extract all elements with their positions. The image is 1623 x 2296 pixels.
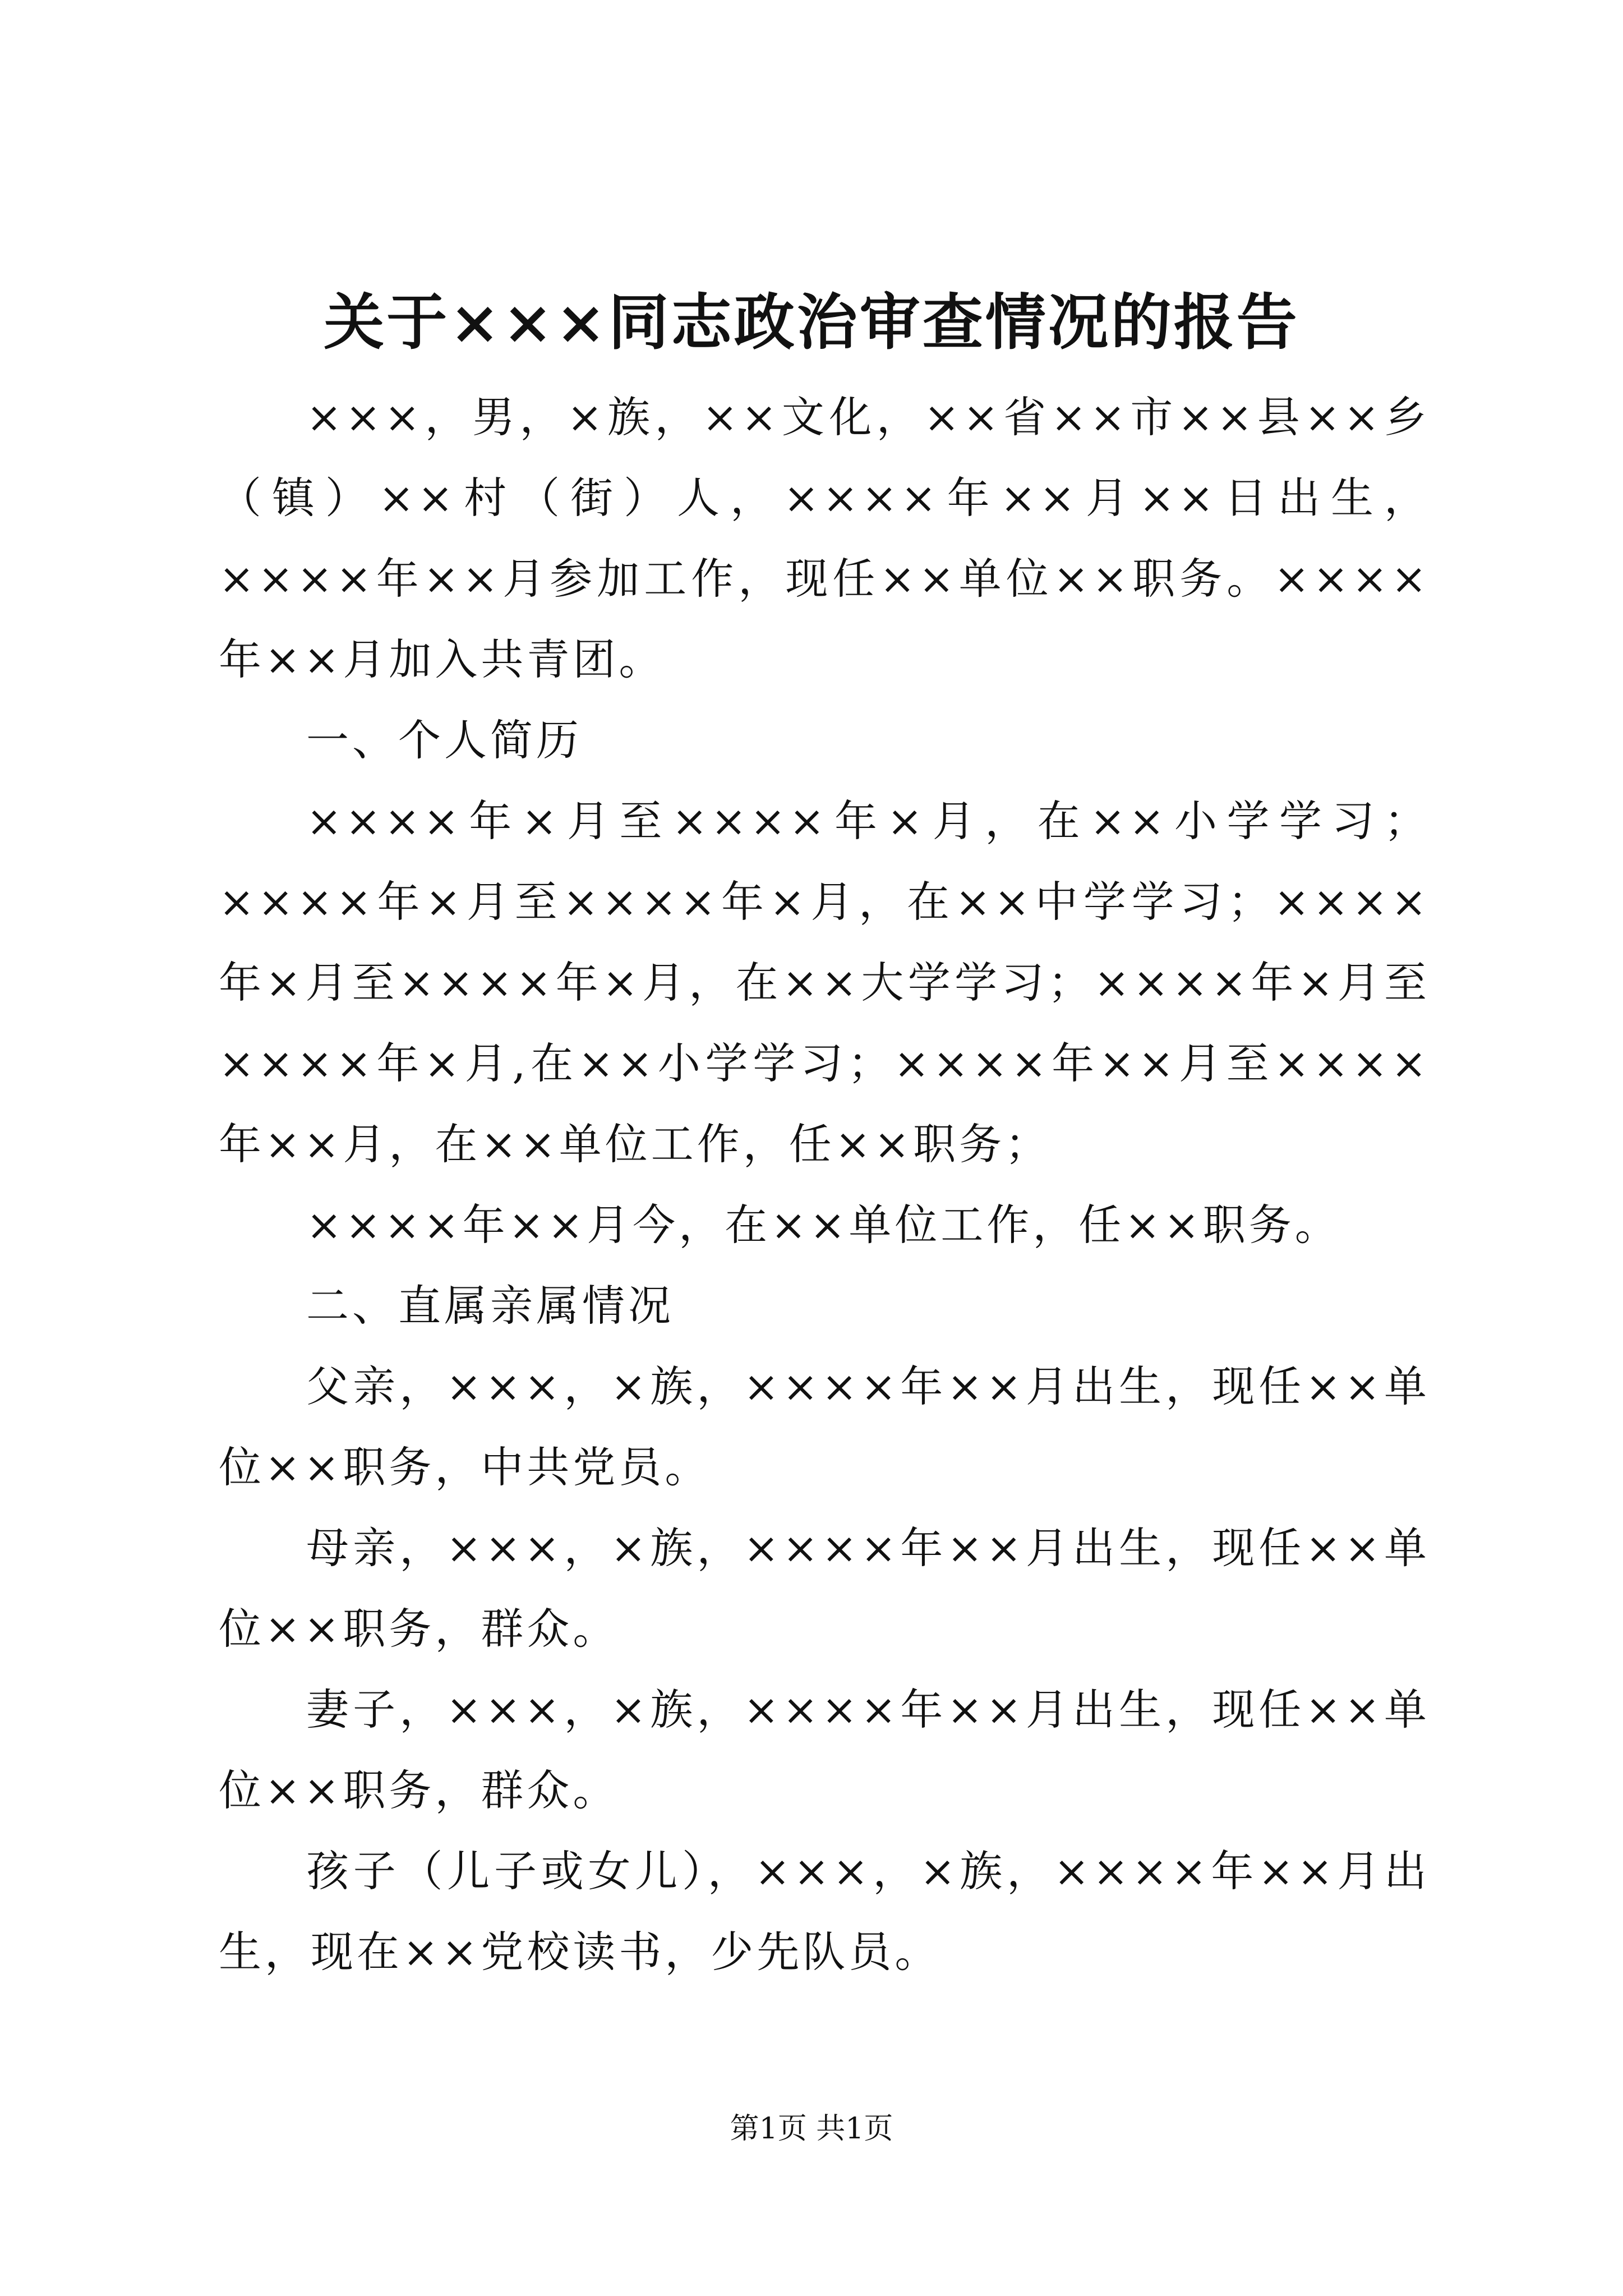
section-heading-relatives: 二、直属亲属情况 <box>306 1281 674 1331</box>
mother-paragraph: 母亲，×××，×族，××××年××月出生，现任××单位××职务，群众。 <box>219 1523 1430 1654</box>
current-position-paragraph: ××××年××月今，在××单位工作，任××职务。 <box>306 1200 1341 1250</box>
wife-paragraph: 妻子，×××，×族，××××年××月出生，现任××单位××职务，群众。 <box>219 1685 1430 1815</box>
document-body <box>219 377 1430 1993</box>
resume-paragraph: ××××年×月至××××年×月，在××小学学习；××××年×月至××××年×月，在××中学学习；××××年×月至××××年×月，在××大学学习；××××年×月至××××年×月,在××小学学习；××××年××月至××××年××月，在××单位工作，任××职务； <box>219 796 1430 1169</box>
section-heading-resume: 一、个人简历 <box>306 715 582 765</box>
document-title: 关于×××同志政治审查情况的报告 <box>324 287 1299 358</box>
intro-paragraph: ×××，男，×族，××文化，××省××市××县××乡（镇）××村（街）人，××××年××月××日出生，××××年××月参加工作，现任××单位××职务。××××年××月加入共青团。 <box>219 392 1430 684</box>
page-footer: 第1页 共1页 <box>730 2112 893 2146</box>
child-paragraph: 孩子（儿子或女儿），×××，×族，××××年××月出生，现在××党校读书，少先队员。 <box>219 1846 1430 1977</box>
father-paragraph: 父亲，×××，×族，××××年××月出生，现任××单位××职务，中共党员。 <box>219 1361 1430 1492</box>
